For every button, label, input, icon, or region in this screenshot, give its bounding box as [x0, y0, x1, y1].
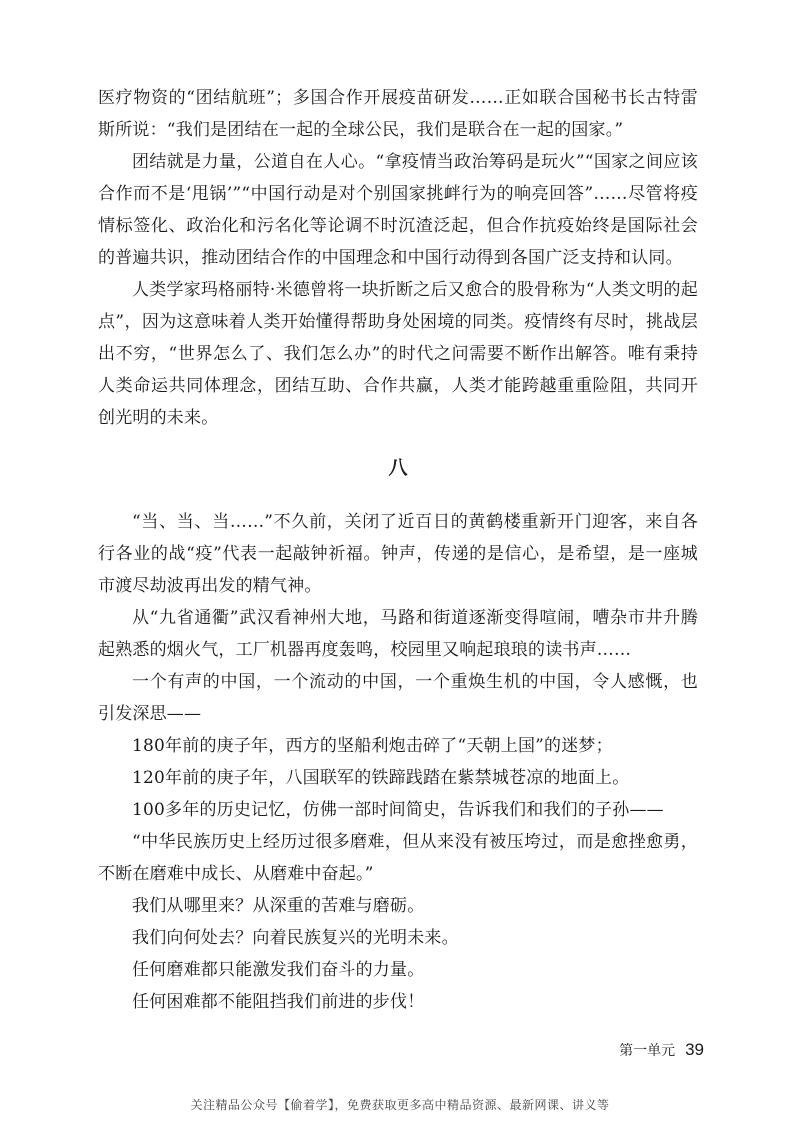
page-footer: [619, 1040, 704, 1060]
paragraph-yellow-crane-tower: “当、当、当……”不久前，关闭了近百日的黄鹤楼重新开门迎客，来自各行各业的战“疫”代表一起敲钟祈福。钟声，传递的是信心，是希望，是一座城市渡尽劫波再出发的精气神。: [98, 512, 698, 596]
paragraph-mead-femur: 人类学家玛格丽特·米德曾将一块折断之后又愈合的股骨称为“人类文明的起点”，因为这意味着人类开始懂得帮助身处困境的同类。疫情终有尽时，挑战层出不穷，“世界怎么了、我们怎么办”的时代之问需要不断作出解答。唯有秉持人类命运共同体理念，团结互助、合作共赢，人类才能跨越重重险阻，共同开创光明的未来。: [98, 280, 698, 428]
section-heading: 八: [388, 457, 408, 479]
body-text: [98, 82, 698, 1018]
paragraph-where-to: 我们向何处去？向着民族复兴的光明未来。: [132, 928, 459, 948]
watermark-text: 关注精品公众号【偷着学】，免费获取更多高中精品资源、最新网课、讲义等: [190, 1098, 610, 1112]
page-number: 39: [685, 1040, 704, 1059]
paragraph-history-memory: 100多年的历史记忆，仿佛一部时间简史，告诉我们和我们的子孙——: [132, 800, 664, 820]
paragraph-vibrant-china: 一个有声的中国，一个流动的中国，一个重焕生机的中国，令人感慨，也引发深思——: [98, 672, 698, 724]
paragraph-where-from: 我们从哪里来？从深重的苦难与磨砺。: [132, 896, 425, 916]
paragraph-unity-strength: 团结就是力量，公道自在人心。“拿疫情当政治筹码是玩火”“国家之间应该合作而不是‘甩锅’”“中国行动是对个别国家挑衅行为的响亮回答”……尽管将疫情标签化、政治化和污名化等论调不时沉渣泛起，但合作抗疫始终是国际社会的普遍共识，推动团结合作的中国理念和中国行动得到各国广泛支持和认同。: [98, 152, 698, 268]
paragraph-180-years: 180年前的庚子年，西方的坚船利炮击碎了“天朝上国”的迷梦；: [132, 736, 613, 756]
paragraph-difficulty: 任何困难都不能阻挡我们前进的步伐！: [132, 992, 425, 1012]
paragraph-hardship: 任何磨难都只能激发我们奋斗的力量。: [132, 960, 425, 980]
paragraph-120-years: 120年前的庚子年，八国联军的铁蹄践踏在紫禁城苍凉的地面上。: [132, 768, 630, 788]
unit-label: 第一单元: [619, 1043, 676, 1059]
paragraph-solidarity-flights: 医疗物资的“团结航班”；多国合作开展疫苗研发……正如联合国秘书长古特雷斯所说：“我们是团结在一起的全球公民，我们是联合在一起的国家。”: [98, 88, 698, 140]
paragraph-quote: “中华民族历史上经历过很多磨难，但从来没有被压垮过，而是愈挫愈勇，不断在磨难中成长、从磨难中奋起。”: [98, 832, 698, 884]
paragraph-wuhan-revival: 从“九省通衢”武汉看神州大地，马路和街道逐渐变得喧闹，嘈杂市井升腾起熟悉的烟火气，工厂机器再度轰鸣，校园里又响起琅琅的读书声……: [98, 608, 698, 660]
